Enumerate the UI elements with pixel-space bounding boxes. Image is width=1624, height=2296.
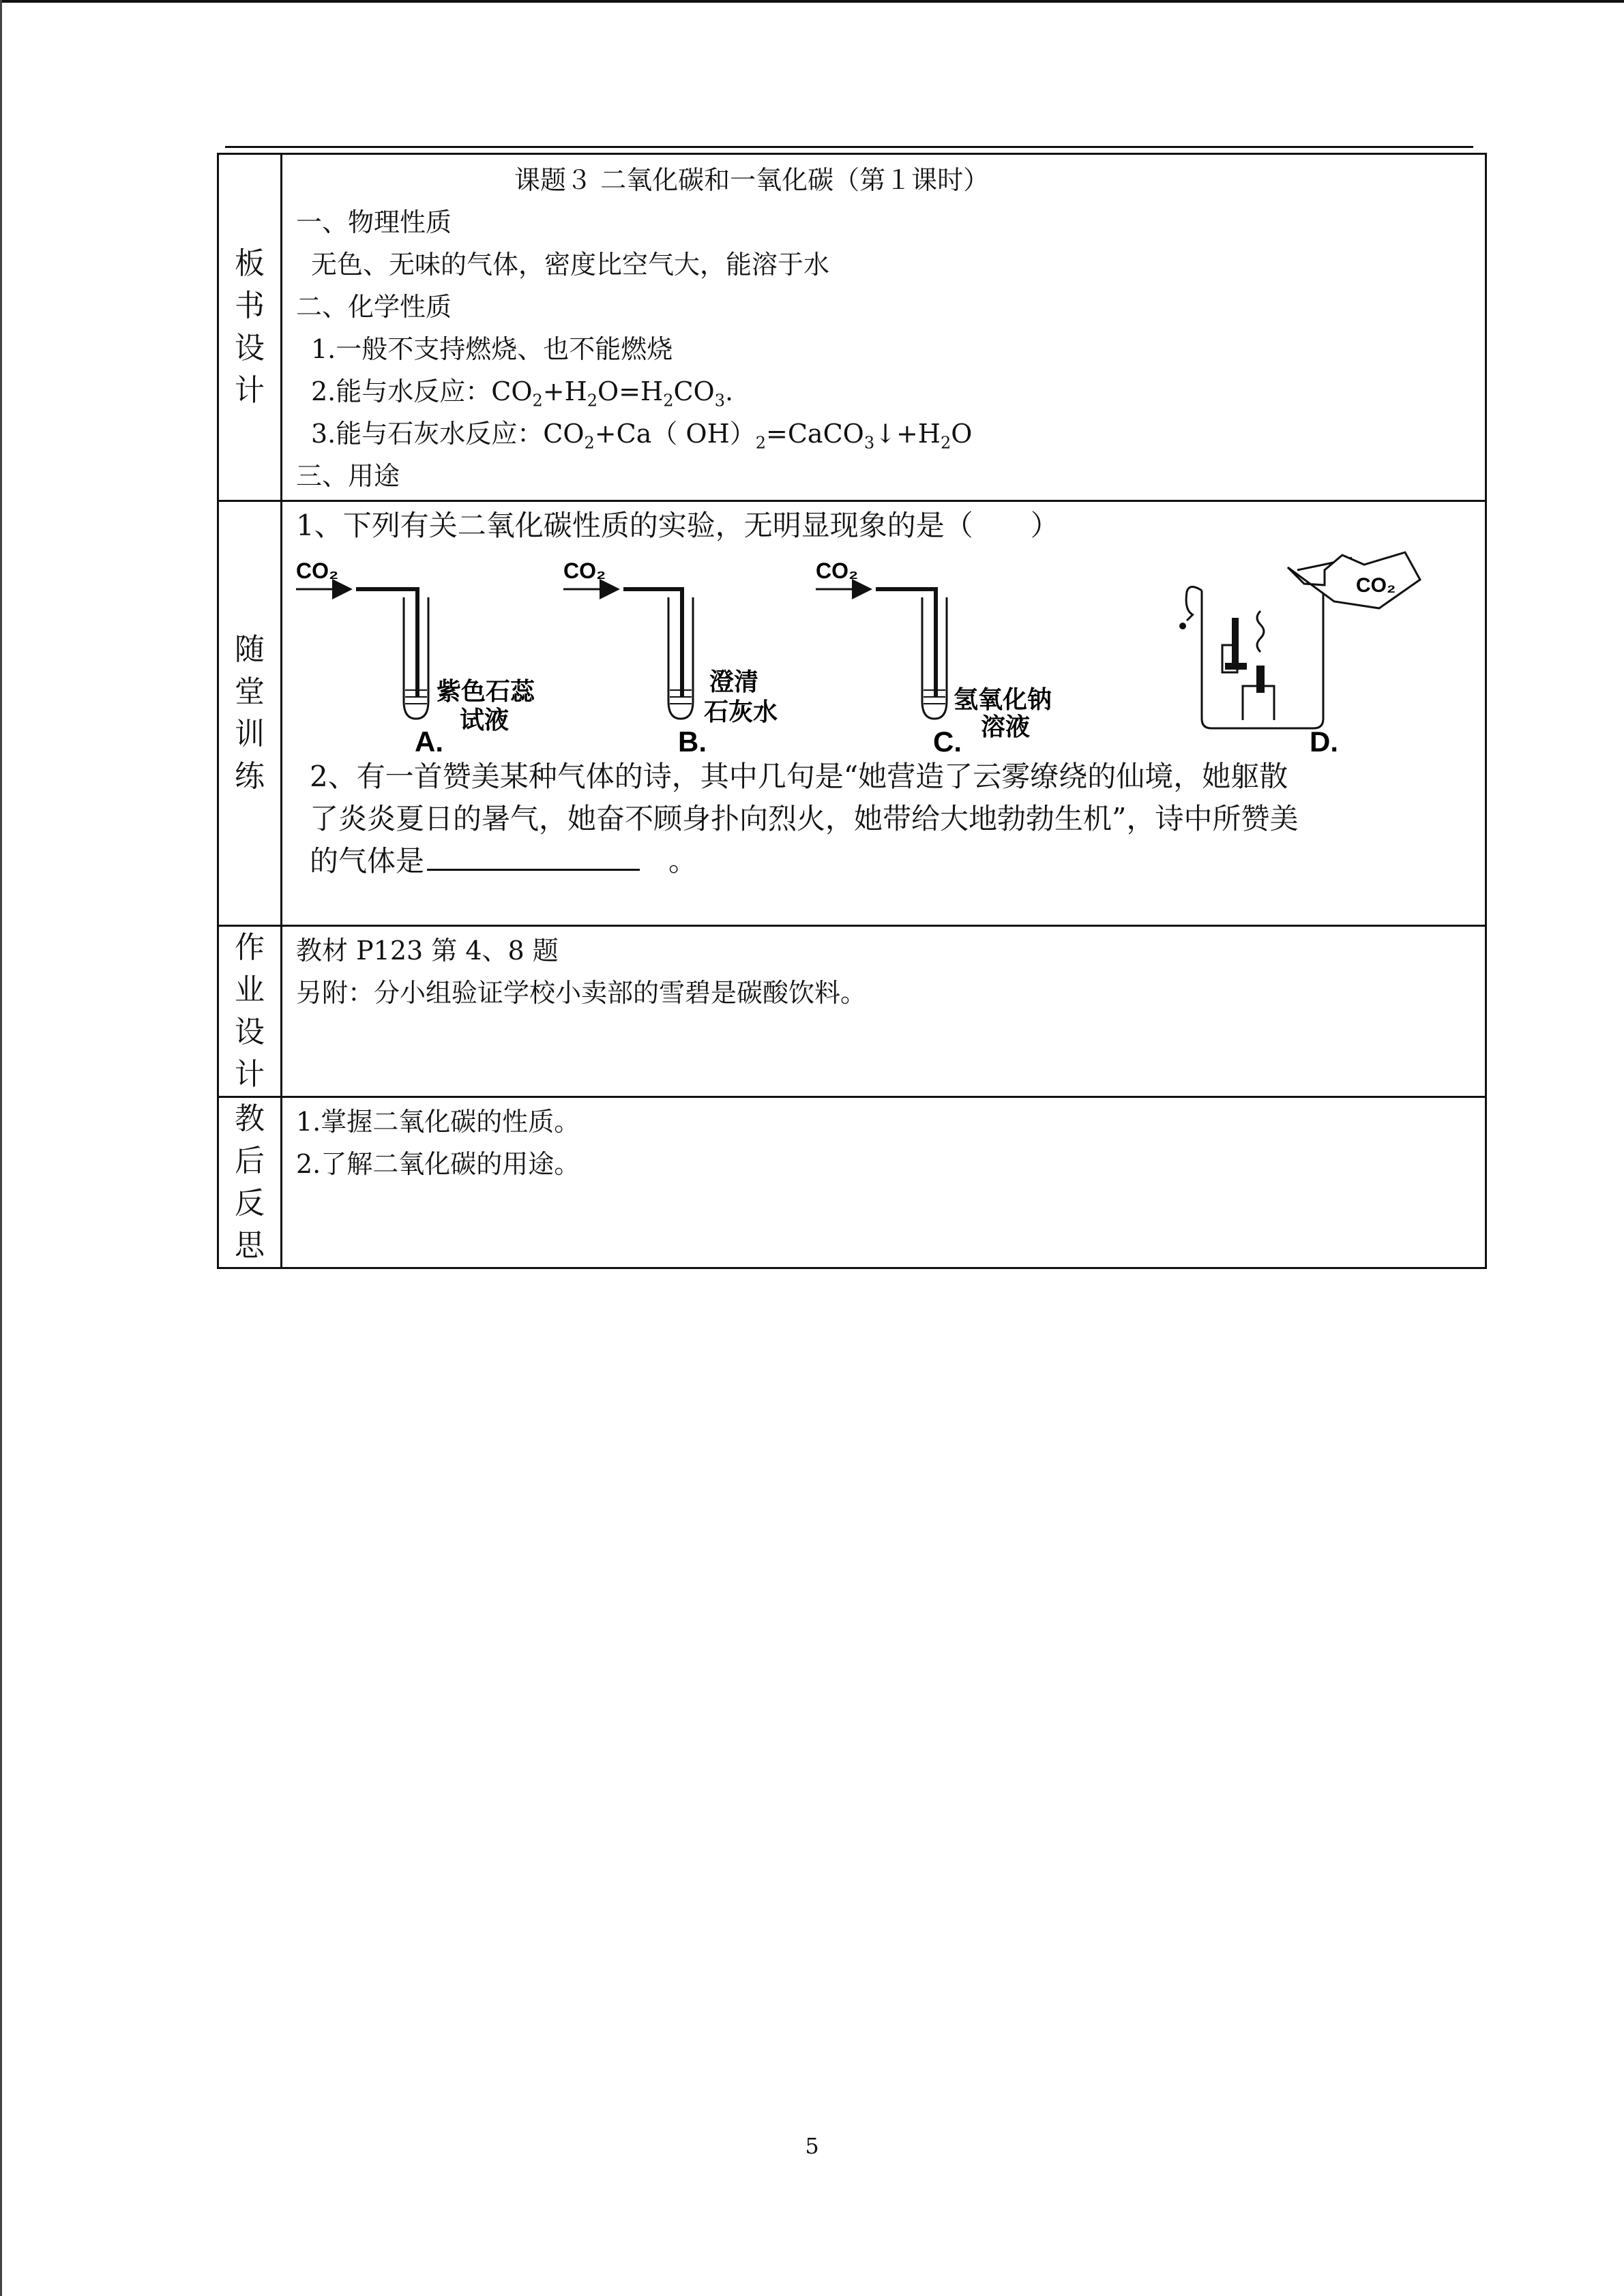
- label-char: 计: [235, 373, 265, 408]
- beaker-d: [1202, 591, 1323, 728]
- label-char: 堂: [235, 674, 265, 709]
- label-char: 设: [235, 331, 265, 366]
- label-char: 随: [235, 632, 265, 667]
- smoke-wisp-d: [1257, 611, 1264, 652]
- gas-jar-d: [1288, 552, 1420, 608]
- label-char: 思: [235, 1228, 265, 1263]
- liquid-label-b2: 石灰水: [704, 698, 778, 726]
- delivery-tube-a: [356, 589, 417, 696]
- liquid-label-a2: 试液: [460, 706, 510, 734]
- experiment-apparatus-figure: [288, 550, 1495, 754]
- page-number: 5: [805, 2133, 819, 2159]
- question-2-line-3-suffix: 。: [640, 844, 698, 878]
- option-letter-d: D.: [1310, 726, 1338, 754]
- practice-row: [218, 501, 1486, 926]
- label-char: 作: [235, 930, 265, 965]
- apparatus-a: [296, 558, 535, 754]
- reflection-content: [282, 1097, 1486, 1268]
- lesson-plan-table: [217, 153, 1487, 1269]
- apparatus-b: [563, 558, 778, 754]
- chemical-property-1: 1.一般不支持燃烧、也不能燃烧: [311, 334, 673, 364]
- label-char: 书: [235, 288, 265, 323]
- label-char: 业: [235, 972, 265, 1007]
- option-letter-c: C.: [933, 726, 962, 754]
- reflection-line-1: 1.掌握二氧化碳的性质。: [296, 1107, 580, 1137]
- answer-blank[interactable]: [427, 843, 640, 871]
- physical-properties-text: 无色、无味的气体，密度比空气大，能溶于水: [311, 250, 830, 280]
- homework-label: [218, 926, 282, 1097]
- chemical-properties-heading: 二、化学性质: [296, 292, 452, 322]
- reflection-row: [218, 1097, 1486, 1268]
- reflection-label: [218, 1097, 282, 1268]
- liquid-label-b1: 澄清: [709, 668, 759, 696]
- co2-label-a: CO₂: [296, 558, 339, 583]
- question-2-line-2: 了炎炎夏日的暑气，她奋不顾身扑向烈火，她带给大地勃勃生机”，诗中所赞美: [310, 802, 1299, 835]
- co2-label-b: CO₂: [563, 558, 606, 583]
- label-char: 后: [235, 1144, 265, 1178]
- homework-line-1: 教材 P123 第 4、8 题: [296, 936, 559, 966]
- label-char: 板: [235, 246, 265, 281]
- board-design-content: [282, 154, 1486, 501]
- label-char: 训: [235, 717, 265, 751]
- practice-content: [282, 501, 1486, 926]
- liquid-label-c1: 氢氧化钠: [954, 685, 1052, 714]
- board-design-row: [218, 154, 1486, 501]
- equation-prefix: 2.能与水反应：CO: [311, 376, 533, 406]
- tall-candle-d: [1232, 618, 1239, 664]
- question-1: 1、下列有关二氧化碳性质的实验，无明显现象的是（ ）: [296, 509, 1059, 542]
- delivery-tube-b: [623, 589, 682, 696]
- question-2-line-3: [310, 840, 1510, 882]
- option-letter-a: A.: [415, 726, 443, 754]
- apparatus-c: [816, 558, 1052, 754]
- question-2-line-3-prefix: 的气体是: [310, 844, 425, 878]
- physical-properties-heading: 一、物理性质: [296, 207, 452, 237]
- lesson-title: 课题３ 二氧化碳和一氧化碳（第１课时）: [514, 165, 990, 195]
- option-letter-b: B.: [678, 726, 707, 754]
- equation-prefix: 3.能与石灰水反应：CO: [311, 419, 585, 449]
- label-char: 练: [235, 759, 265, 794]
- uses-heading: 三、用途: [296, 461, 400, 491]
- label-char: 计: [235, 1057, 265, 1092]
- reflection-line-2: 2.了解二氧化碳的用途。: [296, 1149, 580, 1179]
- label-char: 教: [235, 1101, 265, 1136]
- homework-line-2: 另附：分小组验证学校小卖部的雪碧是碳酸饮料。: [296, 978, 867, 1008]
- co2-label-c: CO₂: [816, 558, 859, 583]
- liquid-label-c2: 溶液: [981, 713, 1031, 741]
- practice-label: [218, 501, 282, 926]
- chemical-property-2: 2.能与水反应：$CO_2+H_2O=H_2CO_3$.: [311, 376, 734, 411]
- homework-content: [282, 926, 1486, 1097]
- label-char: 设: [235, 1015, 265, 1049]
- chemical-property-3: 3.能与石灰水反应：$CO_2+Ca$（ $OH)_2=CaCO_3↓+H_2O$: [311, 419, 973, 453]
- delivery-tube-c: [876, 589, 936, 696]
- question-2-line-1: 2、有一首赞美某种气体的诗，其中几句是“她营造了云雾缭绕的仙境，她躯散: [310, 760, 1288, 793]
- header-rule: [225, 146, 1473, 148]
- upper-step-shelf-d: [1225, 663, 1247, 670]
- board-design-label: [218, 154, 282, 501]
- page-top-border: [0, 0, 1624, 3]
- short-candle-d: [1256, 666, 1265, 693]
- beaker-spout-d: [1186, 586, 1202, 615]
- apparatus-d: [1179, 552, 1420, 754]
- homework-row: [218, 926, 1486, 1097]
- page-left-border: [0, 0, 2, 2296]
- label-char: 反: [235, 1186, 265, 1221]
- question-2: [310, 756, 1510, 882]
- liquid-label-a1: 紫色石蕊: [437, 677, 535, 706]
- co2-label-d: CO₂: [1356, 574, 1396, 597]
